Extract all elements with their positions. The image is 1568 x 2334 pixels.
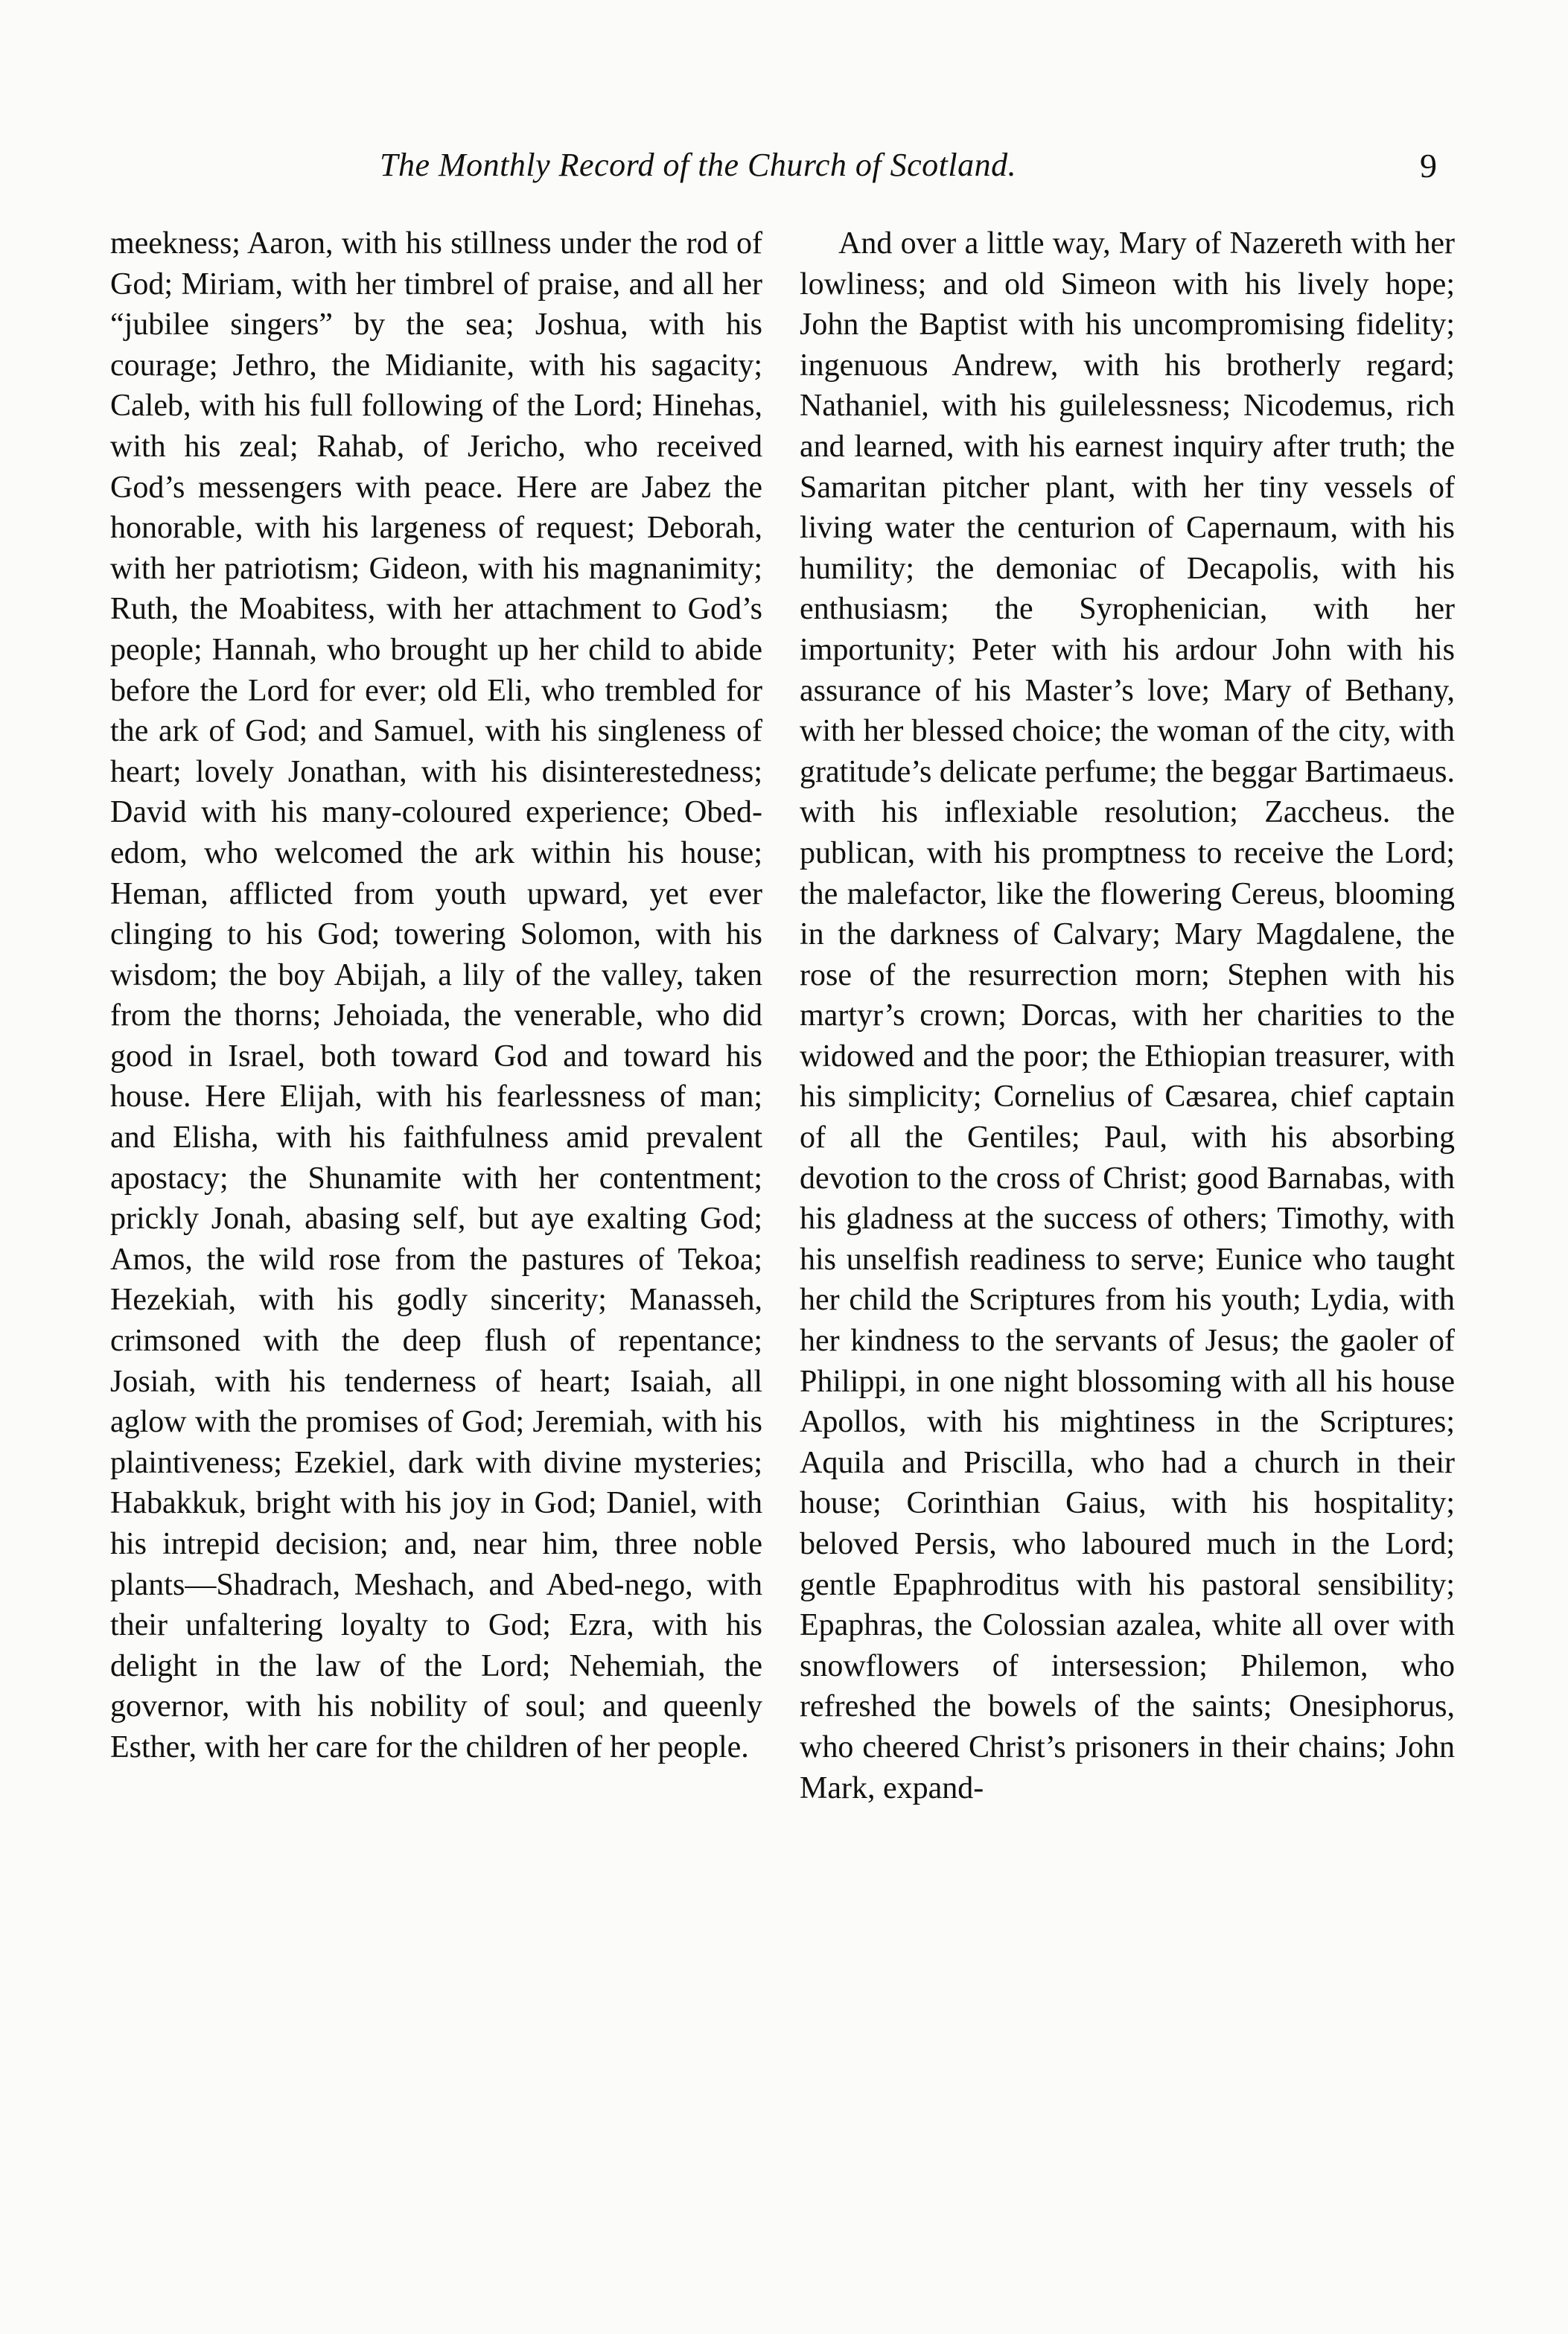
right-column-text: And over a little way, Mary of Nazereth with her lowliness; and old Simeon with his lively hope; John the Baptist with his uncompromising fidelity; ingenuous Andrew, with his brotherly regard; Nathaniel, with his guilelessness; Nicodemus, rich and learned, with his earnest inquiry after truth; the Samaritan pitcher plant, with her tiny vessels of living water the centurion of Capernaum, with his humility; the demoniac of Decapolis, with his enthusiasm; the Syrophenician, with her importunity; Peter with his ardour John with his assurance of his Master’s love; Mary of Bethany, with her blessed choice; the woman of the city, with gratitude’s delicate perfume; the beggar Bartimaeus. with his inflexiable resolution; Zaccheus. the publican, with his promptness to receive the Lord; the malefactor, like the flowering Cereus, blooming in the darkness of Calvary; Mary Magdalene, the rose of the resurrection morn; Stephen with his martyr’s crown; Dorcas, with her charities to the widowed and the poor; the Ethiopian treasurer, with his simplicity; Cornelius of Cæsarea, chief captain of all the Gentiles; Paul, with his absorbing devotion to the cross of Christ; good Barnabas, with his gladness at the success of others; Timothy, with his unselfish readiness to serve; Eunice who taught her child the Scriptures from his youth; Lydia, with her kindness to the servants of Jesus; the gaoler of Philippi, in one night blossoming with all his house Apollos, with his mightiness in the Scriptures; Aquila and Priscilla, who had a church in their house; Corinthian Gaius, with his hospitality; beloved Persis, who laboured much in the Lord; gentle Epaphroditus with his pastoral sensibility; Epaphras, the Colossian azalea, white all over with snowflowers of intersession; Philemon, who refreshed the bowels of the saints; Onesiphorus, who cheered Christ’s prisoners in their chains; John Mark, expand- <box>800 226 1455 1805</box>
left-column <box>110 223 762 1768</box>
left-column-text: meekness; Aaron, with his stillness under the rod of God; Miriam, with her timbrel of praise, and all her “jubilee singers” by the sea; Joshua, with his courage; Jethro, the Midianite, with his sagacity; Caleb, with his full following of the Lord; Hinehas, with his zeal; Rahab, of Jericho, who received God’s messengers with peace. Here are Jabez the honorable, with his largeness of request; Deborah, with her patriotism; Gideon, with his magnanimity; Ruth, the Moabitess, with her attachment to God’s people; Hannah, who brought up her child to abide before the Lord for ever; old Eli, who trembled for the ark of God; and Samuel, with his singleness of heart; lovely Jonathan, with his disinterestedness; David with his many-coloured experience; Obed-edom, who welcomed the ark within his house; Heman, afflicted from youth upward, yet ever clinging to his God; towering Solomon, with his wisdom; the boy Abijah, a lily of the valley, taken from the thorns; Jehoiada, the venerable, who did good in Israel, both toward God and toward his house. Here Elijah, with his fearlessness of man; and Elisha, with his faithfulness amid prevalent apostacy; the Shunamite with her contentment; prickly Jonah, abasing self, but aye exalting God; Amos, the wild rose from the pastures of Tekoa; Hezekiah, with his godly sincerity; Manasseh, crimsoned with the deep flush of repentance; Josiah, with his tenderness of heart; Isaiah, all aglow with the promises of God; Jeremiah, with his plaintiveness; Ezekiel, dark with divine mysteries; Habakkuk, bright with his joy in God; Daniel, with his intrepid decision; and, near him, three noble plants—Shadrach, Meshach, and Abed-nego, with their unfaltering loyalty to God; Ezra, with his delight in the law of the Lord; Nehemiah, the governor, with his nobility of soul; and queenly Esther, with her care for the children of her people. <box>110 226 762 1764</box>
right-column <box>800 223 1455 1808</box>
page-header <box>112 146 1459 198</box>
page-number: 9 <box>1420 147 1437 185</box>
running-title: The Monthly Record of the Church of Scotland. <box>380 147 1017 183</box>
